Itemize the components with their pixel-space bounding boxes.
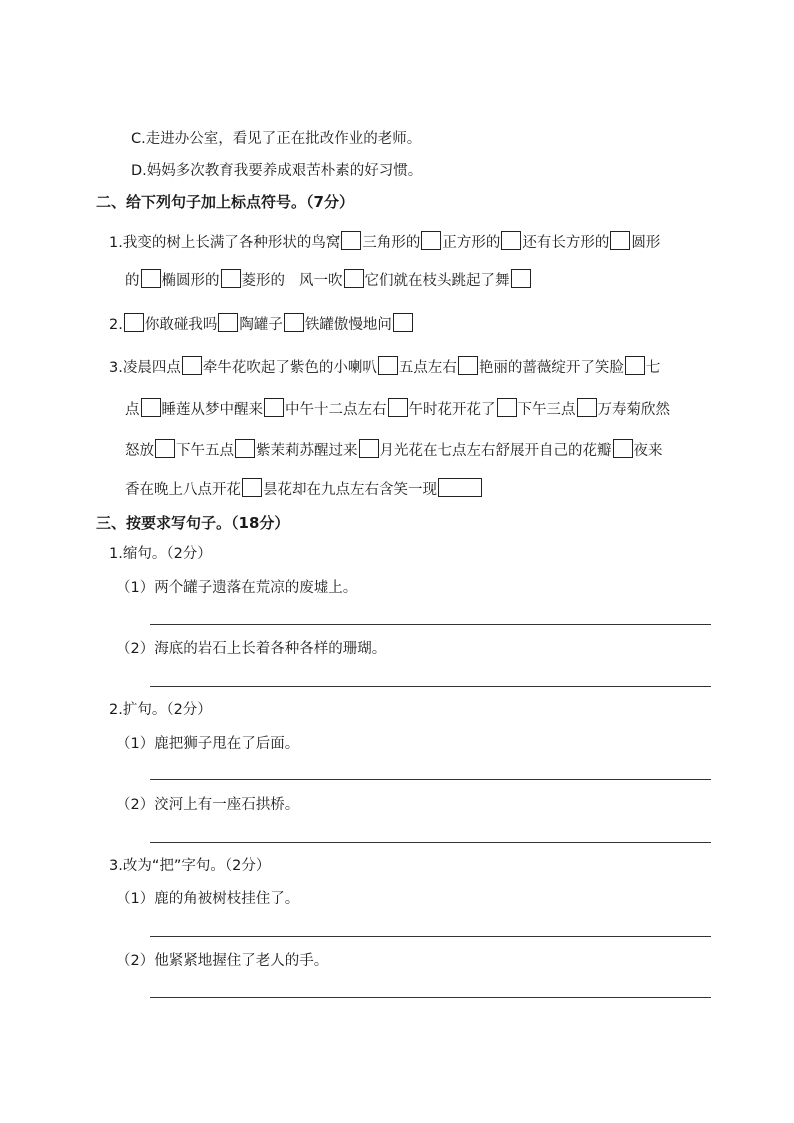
punctuation-box[interactable] xyxy=(613,439,633,458)
q-number: 3. xyxy=(109,360,123,376)
answer-line[interactable] xyxy=(150,936,711,937)
text-segment: 夜来 xyxy=(633,443,663,459)
punctuation-box[interactable] xyxy=(497,398,517,417)
option-c: C.走进办公室，看见了正在批改作业的老师。 xyxy=(131,131,422,147)
text-segment: 还有长方形的 xyxy=(522,235,610,251)
answer-line[interactable] xyxy=(150,624,711,625)
s2-q3-line2 xyxy=(125,398,670,420)
text-segment: 艳丽的蔷薇绽开了笑脸 xyxy=(478,360,624,376)
section2-heading: 二、给下列句子加上标点符号。（7分） xyxy=(96,193,354,211)
text-segment: 牵牛花吹起了紫色的小喇叭 xyxy=(202,360,377,376)
q-number: 2. xyxy=(109,317,123,333)
text-segment: 午时花开花了 xyxy=(408,402,496,418)
s2-q3-line3 xyxy=(125,439,663,461)
s3-q2-a: （1）鹿把狮子甩在了后面。 xyxy=(116,736,300,752)
s2-q1-line1 xyxy=(109,231,660,253)
punctuation-box[interactable] xyxy=(378,356,398,375)
text-segment: 它们就在枝头跳起了舞 xyxy=(364,273,510,289)
punctuation-box[interactable] xyxy=(388,398,408,417)
s3-q3-b: （2）他紧紧地握住了老人的手。 xyxy=(116,953,329,969)
punctuation-box[interactable] xyxy=(284,313,304,332)
answer-line[interactable] xyxy=(150,686,711,687)
text-segment: 我变的树上长满了各种形状的鸟窝 xyxy=(122,235,341,251)
text-segment: 风一吹 xyxy=(299,273,343,289)
s3-q1-title: 1.缩句。（2分） xyxy=(109,546,212,562)
s3-q2-title: 2.扩句。（2分） xyxy=(109,702,212,718)
text-segment: 下午五点 xyxy=(176,443,234,459)
text-segment: 怒放 xyxy=(125,443,154,459)
punctuation-box[interactable] xyxy=(344,269,364,288)
punctuation-box[interactable] xyxy=(218,313,238,332)
punctuation-box[interactable] xyxy=(610,231,630,250)
s2-q1-line2 xyxy=(125,269,532,291)
s3-q3-title: 3.改为“把”字句。（2分） xyxy=(109,858,271,874)
punctuation-box[interactable] xyxy=(438,478,482,497)
punctuation-box[interactable] xyxy=(182,356,202,375)
text-segment: 陶罐子 xyxy=(239,317,283,333)
punctuation-box[interactable] xyxy=(141,398,161,417)
s2-q2-line xyxy=(109,313,414,335)
punctuation-box[interactable] xyxy=(141,269,161,288)
text-segment: 昙花却在九点左右含笑一现 xyxy=(263,482,437,498)
punctuation-box[interactable] xyxy=(501,231,521,250)
punctuation-box[interactable] xyxy=(221,269,241,288)
answer-line[interactable] xyxy=(150,779,711,780)
text-segment: 凌晨四点 xyxy=(122,360,181,376)
text-segment: 紫茉莉苏醒过来 xyxy=(256,443,358,459)
answer-line[interactable] xyxy=(150,842,711,843)
punctuation-box[interactable] xyxy=(242,478,262,497)
punctuation-box[interactable] xyxy=(511,269,531,288)
text-segment: 三角形的 xyxy=(362,235,421,251)
text-segment: 圆形 xyxy=(631,235,661,251)
text-segment: 月光花在七点左右舒展开自己的花瓣 xyxy=(379,443,612,459)
text-segment: 万寿菊欣然 xyxy=(597,402,670,418)
text-segment: 点 xyxy=(125,402,140,418)
punctuation-box[interactable] xyxy=(393,313,413,332)
answer-line[interactable] xyxy=(150,997,711,998)
punctuation-box[interactable] xyxy=(341,231,361,250)
s3-q2-b: （2）洨河上有一座石拱桥。 xyxy=(116,797,300,813)
text-segment: 铁罐傲慢地问 xyxy=(304,317,392,333)
text-segment: 七 xyxy=(645,360,661,376)
s3-q1-b: （2）海底的岩石上长着各种各样的珊瑚。 xyxy=(116,641,387,657)
punctuation-box[interactable] xyxy=(458,356,478,375)
punctuation-box[interactable] xyxy=(625,356,645,375)
text-segment: 五点左右 xyxy=(398,360,457,376)
punctuation-box[interactable] xyxy=(235,439,255,458)
punctuation-box[interactable] xyxy=(577,398,597,417)
s3-q1-a: （1）两个罐子遗落在荒凉的废墟上。 xyxy=(116,580,358,596)
text-segment: 下午三点 xyxy=(517,402,576,418)
punctuation-box[interactable] xyxy=(264,398,284,417)
text-segment: 的 xyxy=(125,273,140,289)
text-segment: 睡莲从梦中醒来 xyxy=(161,402,263,418)
section3-heading: 三、按要求写句子。（18分） xyxy=(96,514,290,532)
s2-q3-line4 xyxy=(125,478,483,500)
punctuation-box[interactable] xyxy=(155,439,175,458)
text-segment: 菱形的 xyxy=(241,273,285,289)
text-segment: 香在晚上八点开花 xyxy=(125,482,241,498)
s3-q3-a: （1）鹿的角被树枝挂住了。 xyxy=(116,891,300,907)
q-number: 1. xyxy=(109,235,123,251)
text-segment: 你敢碰我吗 xyxy=(144,317,218,333)
punctuation-box[interactable] xyxy=(421,231,441,250)
option-d: D.妈妈多次教育我要养成艰苦朴素的好习惯。 xyxy=(131,163,423,179)
text-segment: 正方形的 xyxy=(442,235,501,251)
punctuation-box[interactable] xyxy=(359,439,379,458)
punctuation-box[interactable] xyxy=(124,313,144,332)
text-segment: 中午十二点左右 xyxy=(285,402,387,418)
s2-q3-line1 xyxy=(109,356,660,378)
text-segment: 椭圆形的 xyxy=(161,273,220,289)
